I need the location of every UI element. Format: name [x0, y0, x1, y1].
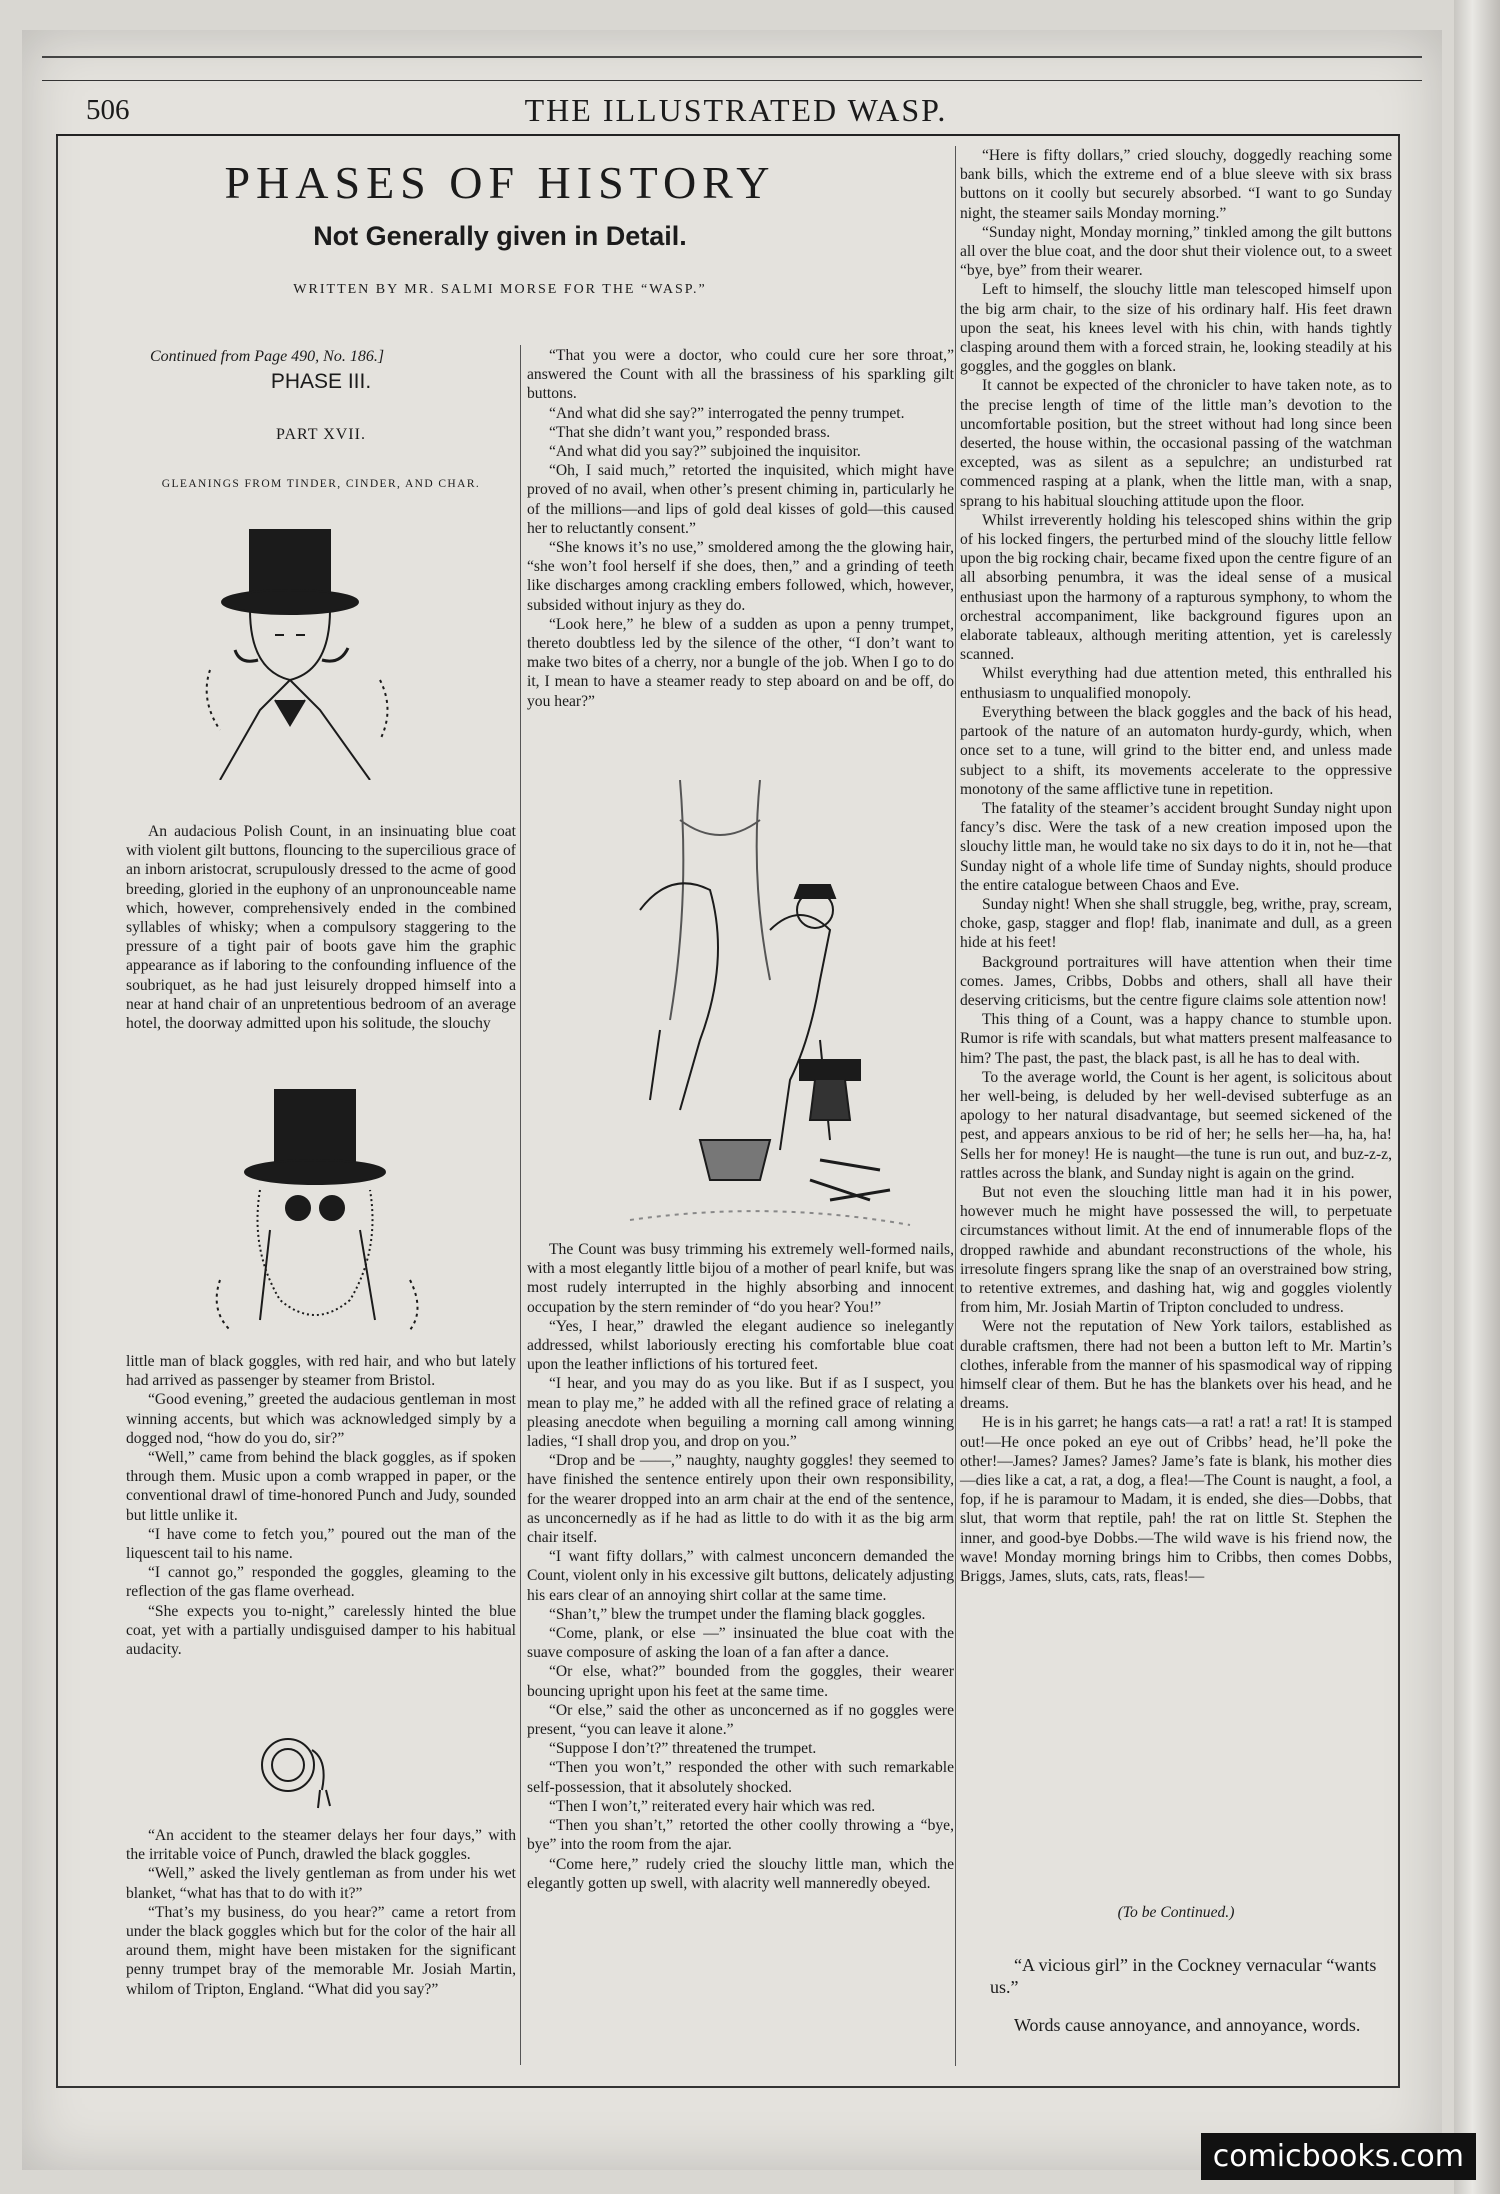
paragraph: “Drop and be ——,” naughty, naughty goggles! they seemed to have finished the sentence entirely upon their own responsibility, for the wearer dropped into an arm chair at the end of the sentence, as unconcernedly as if he had as little to do with it as the big arm chair itself.	[527, 1452, 954, 1547]
top-border-inner	[42, 80, 1422, 81]
paragraph: “Then you won’t,” responded the other with such remarkable self-possession, that it absolutely shocked.	[527, 1759, 954, 1796]
paragraph: “Oh, I said much,” retorted the inquisited, which might have proved of no avail, when other’s present chiming in, particularly he of the millions—and lips of gold deal kisses of gold—this caused her to reluctantly consent.”	[527, 462, 954, 537]
paragraph: “I have come to fetch you,” poured out the man of the liquescent tail to his name.	[126, 1525, 516, 1563]
header-rule	[56, 134, 1400, 136]
column-rule-2	[955, 146, 956, 2066]
paragraph: “Suppose I don’t?” threatened the trumpet.	[549, 1740, 817, 1758]
paragraph: Background portraitures will have attention when their time comes. James, Cribbs, Dobbs and others, shall all have their deserving criticisms, but the centre figure claims sole attention now!	[960, 953, 1392, 1009]
gleanings-heading: GLEANINGS FROM TINDER, CINDER, AND CHAR.	[161, 478, 481, 490]
paragraph: “Then you shan’t,” retorted the other coolly throwing a “bye, bye” into the room from the ajar.	[527, 1817, 954, 1854]
bottom-border	[56, 2086, 1400, 2088]
paragraph: “Sunday night, Monday morning,” tinkled among the gilt buttons all over the blue coat, and the door shut their violence out, to a sweet “bye, bye” from their wearer.	[960, 223, 1392, 280]
paragraph: “I want fifty dollars,” with calmest unconcern demanded the Count, violent only in his excessive gilt buttons, delicately adjusting his ears clear of an annoying shirt collar at the same time.	[527, 1548, 954, 1604]
column-2-bottom	[527, 1240, 954, 1893]
column-1-middle	[126, 1352, 516, 1659]
page-number: 506	[86, 94, 130, 126]
column-rule-1	[520, 345, 521, 2065]
part-heading: PART XVII.	[276, 426, 366, 443]
paragraph: “And what did she say?” interrogated the penny trumpet.	[549, 404, 905, 422]
penny-trumpet-illustration	[250, 1720, 360, 1810]
goggles-man-illustration	[200, 1080, 440, 1340]
paragraph: The fatality of the steamer’s accident brought Sunday night upon fancy’s disc. Were the task of a new creation imposed upon the slouchy little man, he would take no six days to do it in, not he—that Sunday night of a whole life time of Sunday nights, should produce the entire catalogue between Chaos and Eve.	[960, 799, 1392, 894]
paragraph: “Shan’t,” blew the trumpet under the flaming black goggles.	[549, 1605, 926, 1623]
filler-quote-1: “A vicious girl” in the Cockney vernacular “wants us.”	[990, 1955, 1377, 1997]
paragraph: To the average world, the Count is her agent, is solicitous about her well-being, is deluded by her well-devised subterfuge as an apology to her natural disadvantage, but seemed sickened of the pest, and appears anxious to be rid of her; he sells her—ha, ha, ha! Sells her for money! He is naught—the tune is run out, and buz-z-z, rattles across the blank, and Sunday night is again on the grind.	[960, 1068, 1392, 1182]
paragraph: “That’s my business, do you hear?” came a retort from under the black goggles which but for the color of the hair all around them, might have been mistaken for the significant penny trumpet bray of the memorable Mr. Josiah Martin, whilom of Tripton, England. “What did you say?”	[126, 1903, 516, 1998]
paragraph: This thing of a Count, was a happy chance to stumble upon. Rumor is rife with scandals, but what matters present malfeasance to him? The past, the past, the black past, is all he has to deal with.	[960, 1011, 1392, 1067]
blacksmith-anvil-illustration	[620, 780, 920, 1240]
paragraph: “Or else, what?” bounded from the goggles, their wearer bouncing upright upon his feet at the same time.	[527, 1663, 954, 1700]
paragraph: “I cannot go,” responded the goggles, gleaming to the reflection of the gas flame overhead.	[126, 1564, 516, 1601]
paragraph: “Here is fifty dollars,” cried slouchy, doggedly reaching some bank bills, which the extreme end of a blue sleeve with six brass buttons on it coolly but securely absorbed. “I want to go Sunday night, the steamer sails Monday morning.”	[960, 147, 1392, 222]
filler-quote-2: Words cause annoyance, and annoyance, words.	[1014, 2015, 1361, 2035]
paragraph: The Count was busy trimming his extremely well-formed nails, with a most elegantly little bijou of a mother of pearl knife, but was most rudely interrupted in the highly absorbing and innocent occupation by the stern reminder of “do you hear? You!”	[527, 1241, 954, 1316]
paragraph: It cannot be expected of the chronicler to have taken note, as to the precise length of time of the little man’s devotion to the uncomfortable position, but the street without had long since been deserted, the house within, the occasional passing of the watchman excepted, was as silent as a sepulchre; an undisturbed rat commenced rasping at a plank, when the little man, with a snap, sprang to his habitual slouching attitude upon the floor.	[960, 377, 1392, 510]
column-3	[960, 146, 1392, 1586]
paragraph: Everything between the black goggles and the back of his head, partook of the nature of an automaton hurdy-gurdy, which, when once set to a tune, will grind to the bitter end, and unless made subject to a shift, its movements accelerate to the oppressive monotony of the same afflictive tune in repetition.	[960, 703, 1392, 798]
paragraph: “I hear, and you may do as you like. But if as I suspect, you mean to play me,” he added with all the refined grace of relating a pleasing anecdote when beguiling a morning call among winning ladies, “I shall drop you, and drop on you.”	[527, 1375, 954, 1451]
continued-from-note: Continued from Page 490, No. 186.]	[150, 348, 385, 365]
paragraph: “Come, plank, or else —” insinuated the blue coat with the suave composure of asking the loan of a fan after a dance.	[527, 1625, 954, 1662]
paragraph: Whilst everything had due attention meted, this enthralled his enthusiasm to unqualified monopoly.	[960, 665, 1392, 702]
article-title: PHASES OF HISTORY	[224, 157, 776, 208]
paragraph: “Then I won’t,” reiterated every hair which was red.	[549, 1797, 876, 1815]
article-heading	[150, 156, 850, 298]
paragraph: little man of black goggles, with red hair, and who but lately had arrived as passenger by steamer from Bristol.	[126, 1353, 516, 1390]
site-watermark: comicbooks.com	[1201, 2133, 1476, 2180]
paragraph: “Good evening,” greeted the audacious gentleman in most winning accents, but which was acknowledged simply by a dogged nod, “how do you do, sir?”	[126, 1391, 516, 1447]
paragraph: He is in his garret; he hangs cats—a rat! a rat! a rat! It is stamped out!—He once poked an eye out of Cribbs’ head, he’ll poke the other!—James? James? James? Jame’s fate is blank, his mother dies—dies like a cat, a rat, a dog, a flea!—The Count is naught, a fool, a fop, if he is paramour to Madam, it is ended, she dies—Dobbs, that slut, that worm that reptile, pah! the rat on little St. Stephen the inner, and good-bye Dobbs.—The wild wave is his friend now, the wave! Monday morning brings him to Cribbs, then comes Dobbs, Briggs, James, sluts, cats, rats, fleas!—	[960, 1414, 1392, 1586]
paragraph: Left to himself, the slouchy little man telescoped himself upon the big arm chair, to the size of his ordinary half. His feet drawn upon the seat, his knees level with his chin, with hands tightly clasping around them with a forced strain, he, looking steadily at his goggles, and the goggles on blank.	[960, 281, 1392, 376]
top-border	[42, 56, 1422, 58]
paragraph: Whilst irreverently holding his telescoped shins within the grip of his locked fingers, the perturbed mind of the slouchy little fellow upon the big rocking chair, became fixed upon the centre figure of an all absorbing penumbra, it was the ideal sense of a musical enthusiast upon the harmony of a rapturous symphony, to whom the orchestral accompaniment, like background figures upon an elaborate tableaux, although meriting attention, yet is carelessly scanned.	[960, 511, 1392, 664]
paragraph: “And what did you say?” subjoined the inquisitor.	[549, 443, 861, 461]
paragraph: “That you were a doctor, who could cure her sore throat,” answered the Count with all the brassiness of his sparkling gilt buttons.	[527, 347, 954, 403]
paragraph: Were not the reputation of New York tailors, established as durable craftsmen, there had not been a button left to Mr. Martin’s clothes, inferable from the manner of his spasmodical way of ripping himself clear of them. But he has the blankets over his head, and he dreams.	[960, 1318, 1392, 1413]
paragraph: “Come here,” rudely cried the slouchy little man, which the elegantly gotten up swell, with alacrity well manneredly obeyed.	[527, 1855, 954, 1892]
page-header	[86, 88, 1386, 132]
paragraph: “Yes, I hear,” drawled the elegant audience so inelegantly addressed, whilst laboriously erecting his comfortable blue coat upon the leather inflictions of his tortured feet.	[527, 1317, 954, 1374]
paragraph: Sunday night! When she shall struggle, beg, writhe, pray, scream, choke, gasp, stagger and flop! flab, inanimate and dull, as a green hide at his feet!	[960, 895, 1392, 952]
phase-heading: PHASE III.	[270, 370, 372, 393]
paragraph: An audacious Polish Count, in an insinuating blue coat with violent gilt buttons, flouncing to the supercilious grace of an inborn aristocrat, scrupulously dressed to the acme of good breeding, gloried in the euphony of an unpronounceable name which, however, comprehensively ended in the combined syllables of whisky; when a compulsory staggering to the pressure of a tight pair of boots gave him the graphic appearance as if laboring to the confounding influence of the soubriquet, as he had just leisurely dropped himself into a near at hand chair of an unpretentious bedroom of an average hotel, the doorway admitted upon his solitude, the slouchy	[126, 823, 516, 1033]
column-1-top	[126, 822, 516, 1033]
paragraph: “Or else,” said the other as unconcerned as if no goggles were present, “you can leave it alone.”	[527, 1701, 954, 1739]
article-subtitle: Not Generally given in Detail.	[313, 221, 687, 251]
article-byline: WRITTEN BY MR. SALMI MORSE FOR THE “WASP.”	[293, 282, 707, 297]
column-1-bottom	[126, 1826, 516, 1999]
column-2-top	[527, 346, 954, 711]
binding-spine	[1454, 0, 1500, 2194]
paragraph: “An accident to the steamer delays her four days,” with the irritable voice of Punch, drawled the black goggles.	[126, 1827, 516, 1864]
paragraph: “She expects you to-night,” carelessly hinted the blue coat, yet with a partially undisguised damper to his habitual audacity.	[126, 1602, 516, 1659]
paragraph: “That she didn’t want you,” responded brass.	[549, 423, 831, 441]
masthead: THE ILLUSTRATED WASP.	[524, 92, 948, 128]
to-be-continued: (To be Continued.)	[1117, 1904, 1235, 1921]
paragraph: “Well,” asked the lively gentleman as from under his wet blanket, “what has that to do with it?”	[126, 1865, 516, 1902]
count-portrait-illustration	[180, 510, 440, 780]
paragraph: “Well,” came from behind the black goggles, as if spoken through them. Music upon a comb wrapped in paper, or the conventional drawl of time-honored Punch and Judy, sounded but little unlike it.	[126, 1449, 516, 1524]
paragraph: “Look here,” he blew of a sudden as upon a penny trumpet, thereto doubtless led by the silence of the other, “I don’t want to make two bites of a cherry, nor a bungle of the job. When I go to do it, I mean to have a steamer ready to step aboard on and be off, do you hear?”	[527, 615, 954, 710]
paragraph: But not even the slouching little man had it in his power, however much he might have possessed the will, to perpetuate circumstances without limit. At the end of innumerable flops of the dropped rawhide and abundant reconstructions of the whole, his irresolute fingers sprang like the snap of an overstrained bow string, to retentive extremes, and dashing hat, wig and goggles violently from him, Mr. Josiah Martin of Tripton concluded to undress.	[960, 1183, 1392, 1317]
right-border	[1398, 136, 1400, 2086]
paragraph: “She knows it’s no use,” smoldered among the the glowing hair, “she won’t fool herself if she does, then,” and a grinding of teeth like discharges among crackling embers followed, which, however, subsided without injury as they do.	[527, 539, 954, 614]
left-border	[56, 136, 58, 2086]
